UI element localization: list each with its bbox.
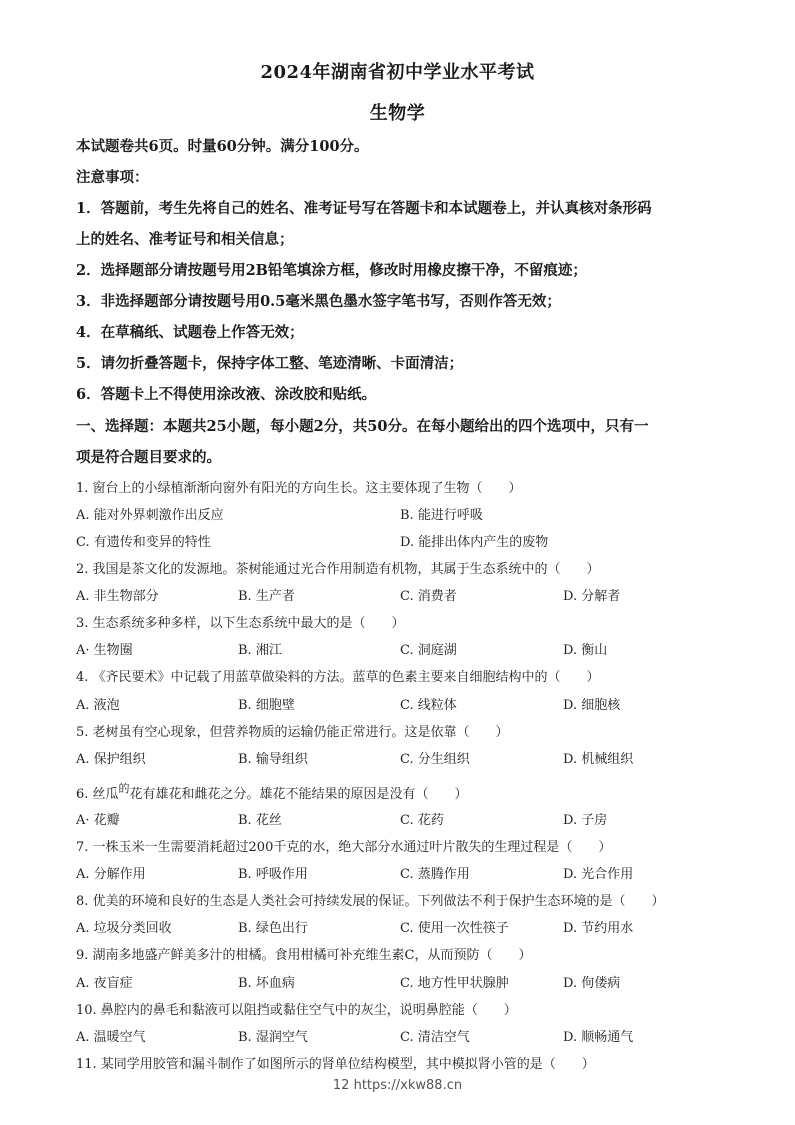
question-stem: 4. 《齐民要术》中记载了用蓝草做染料的方法。蓝草的色素主要来自细胞结构中的（ ） [76,670,600,685]
notice-line: 上的姓名、准考证号和相关信息； [76,231,294,248]
option-a: A. 温暖空气 [76,1030,146,1045]
option-c: C. 花药 [400,813,444,828]
question-stem: 8. 优美的环境和良好的生态是人类社会可持续发展的保证。下列做法不利于保护生态环境的是（ ） [76,894,665,909]
question-stem-suffix: 花有雄花和雌花之分。雄花不能结果的原因是没有（ ） [129,787,468,802]
question-stem-prefix: 6. 丝瓜 [76,787,119,802]
option-c: C. 地方性甲状腺肿 [400,976,509,991]
option-d: D. 节约用水 [563,921,634,936]
option-b: B. 绿色出行 [238,921,308,936]
question-stem-superscript: 的 [118,782,130,795]
option-d: D. 光合作用 [563,867,634,882]
option-a: A· 生物圈 [76,643,133,658]
exam-title: 2024年湖南省初中学业水平考试 [260,62,535,83]
option-b: B. 花丝 [238,813,282,828]
option-b: B. 细胞壁 [238,698,295,713]
option-c: C. 清洁空气 [400,1030,470,1045]
question-stem: 11. 某同学用胶管和漏斗制作了如图所示的肾单位结构模型，其中模拟肾小管的是（ ） [76,1057,595,1072]
subject-title: 生物学 [369,103,426,124]
notice-line: 5．请勿折叠答题卡，保持字体工整、笔迹清晰、卡面清洁； [76,355,464,372]
notice-heading: 注意事项： [76,169,149,186]
option-b: B. 坏血病 [238,976,295,991]
option-c: C. 蒸腾作用 [400,867,470,882]
option-c: C. 消费者 [400,589,457,604]
option-b: B. 呼吸作用 [238,867,308,882]
question-stem: 5. 老树虽有空心现象，但营养物质的运输仍能正常进行。这是依靠（ ） [76,725,509,740]
option-d: D. 顺畅通气 [563,1030,634,1045]
option-d: D. 佝偻病 [563,976,621,991]
question-stem: 1. 窗台上的小绿植渐渐向窗外有阳光的方向生长。这主要体现了生物（ ） [76,481,522,496]
option-c: C. 洞庭湖 [400,643,457,658]
page-footer: 12 https://xkw88.cn [332,1078,463,1093]
notice-line: 2．选择题部分请按题号用2B铅笔填涂方框，修改时用橡皮擦干净，不留痕迹； [76,262,587,279]
option-b: B. 生产者 [238,589,295,604]
question-stem: 3. 生态系统多种多样，以下生态系统中最大的是（ ） [76,616,405,631]
option-a: A. 保护组织 [76,752,146,767]
option-d: D. 子房 [563,813,608,828]
option-d: D. 衡山 [563,643,608,658]
option-c: C. 有遗传和变异的特性 [76,535,211,550]
option-b: B. 湘江 [238,643,282,658]
option-d: D. 细胞核 [563,698,621,713]
question-stem [76,782,726,804]
option-c: C. 线粒体 [400,698,457,713]
question-stem: 2. 我国是茶文化的发源地。茶树能通过光合作用制造有机物，其属于生态系统中的（ ） [76,562,600,577]
option-a: A. 夜盲症 [76,976,133,991]
option-d: D. 机械组织 [563,752,634,767]
option-d: D. 分解者 [563,589,621,604]
option-b: B. 湿润空气 [238,1030,308,1045]
section-heading: 项是符合题目要求的。 [76,449,221,466]
section-heading: 一、选择题：本题共25小题，每小题2分，共50分。在每小题给出的四个选项中，只有一 [76,418,649,435]
option-a: A. 非生物部分 [76,589,159,604]
question-stem: 9. 湖南多地盛产鲜美多汁的柑橘。食用柑橘可补充维生素C，从而预防（ ） [76,948,532,963]
option-a: A. 垃圾分类回收 [76,921,172,936]
option-a: A· 花瓣 [76,813,120,828]
option-a: A. 能对外界刺激作出反应 [76,508,224,523]
notice-line: 3．非选择题部分请按题号用0.5毫米黑色墨水签字笔书写，否则作答无效； [76,293,561,310]
option-a: A. 分解作用 [76,867,146,882]
exam-summary: 本试题卷共6页。时量60分钟。满分100分。 [76,138,369,155]
question-stem: 10. 鼻腔内的鼻毛和黏液可以阻挡或黏住空气中的灰尘，说明鼻腔能（ ） [76,1003,517,1018]
question-stem: 7. 一株玉米一生需要消耗超过200千克的水，绝大部分水通过叶片散失的生理过程是（ ） [76,840,612,855]
option-c: C. 使用一次性筷子 [400,921,509,936]
notice-line: 6．答题卡上不得使用涂改液、涂改胶和贴纸。 [76,386,377,403]
option-b: B. 输导组织 [238,752,308,767]
option-d: D. 能排出体内产生的废物 [400,535,549,550]
notice-line: 4．在草稿纸、试题卷上作答无效； [76,324,304,341]
option-a: A. 液泡 [76,698,120,713]
option-c: C. 分生组织 [400,752,470,767]
notice-line: 1．答题前，考生先将自己的姓名、准考证号写在答题卡和本试题卷上，并认真核对条形码 [76,200,652,217]
option-b: B. 能进行呼吸 [400,508,483,523]
